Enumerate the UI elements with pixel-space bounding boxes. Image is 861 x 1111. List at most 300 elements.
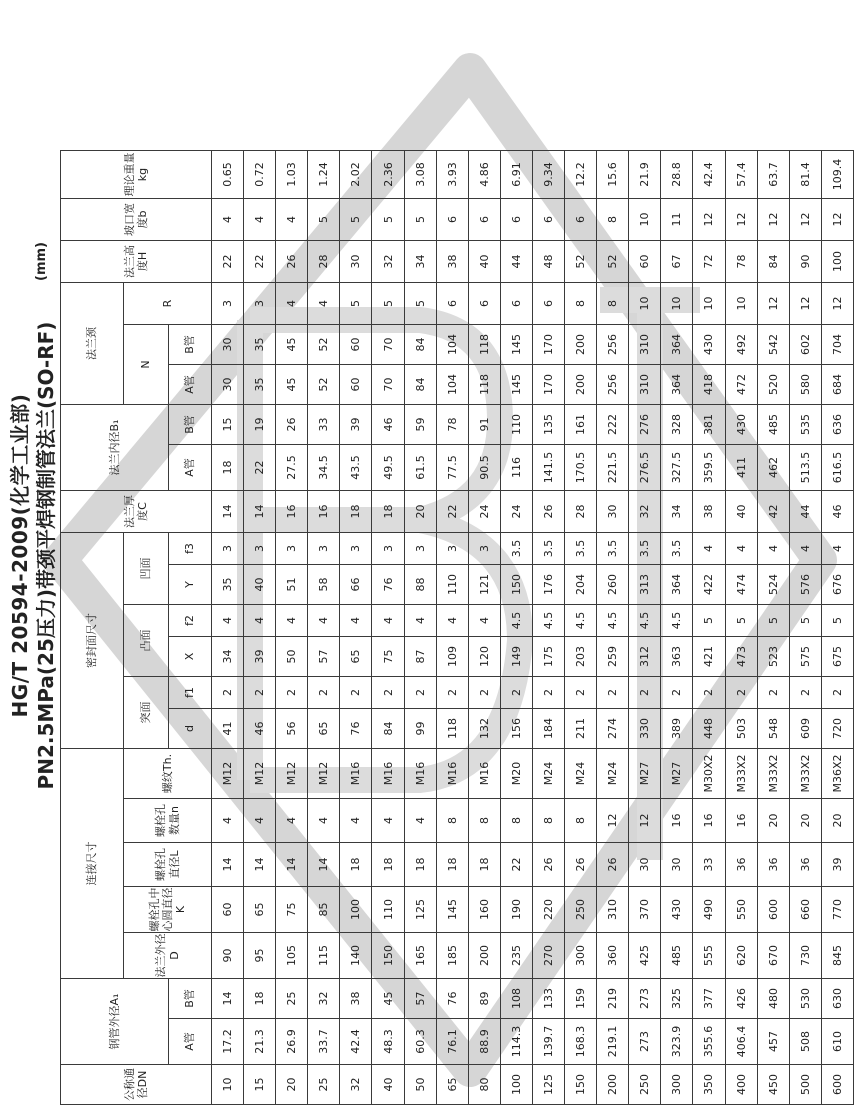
cell-nb: 200 [565, 325, 597, 365]
cell-b1a: 18 [212, 445, 244, 491]
cell-K: 310 [597, 887, 629, 933]
cell-th: M12 [212, 749, 244, 799]
header-neck-a: A管 [169, 365, 212, 405]
cell-b1a: 43.5 [340, 445, 372, 491]
cell-b: 76 [436, 979, 468, 1019]
cell-y: 88 [404, 565, 436, 605]
cell-a: 457 [757, 1019, 789, 1065]
cell-f3: 3.5 [597, 533, 629, 565]
cell-th: M16 [372, 749, 404, 799]
cell-b1a: 327.5 [661, 445, 693, 491]
cell-b1b: 78 [436, 405, 468, 445]
cell-b1a: 141.5 [532, 445, 564, 491]
cell-a: 610 [821, 1019, 853, 1065]
cell-D: 620 [725, 933, 757, 979]
cell-dn: 100 [500, 1065, 532, 1105]
cell-b: 18 [244, 979, 276, 1019]
cell-L: 30 [661, 843, 693, 887]
table-body [212, 151, 854, 1105]
cell-r: 10 [693, 283, 725, 325]
cell-wt: 1.24 [308, 151, 340, 199]
cell-b1a: 34.5 [308, 445, 340, 491]
cell-r: 5 [372, 283, 404, 325]
cell-b: 530 [789, 979, 821, 1019]
header-neck-b: B管 [169, 325, 212, 365]
cell-b1a: 22 [244, 445, 276, 491]
header-neck: 法兰颈 [61, 283, 124, 405]
cell-d: 84 [372, 709, 404, 749]
cell-a: 273 [629, 1019, 661, 1065]
cell-a: 88.9 [468, 1019, 500, 1065]
cell-K: 60 [212, 887, 244, 933]
cell-na: 472 [725, 365, 757, 405]
header-raised-face: 突面 [124, 677, 169, 749]
cell-c: 24 [468, 491, 500, 533]
cell-D: 140 [340, 933, 372, 979]
cell-b: 25 [276, 979, 308, 1019]
cell-b: 89 [468, 979, 500, 1019]
cell-D: 300 [565, 933, 597, 979]
cell-b1b: 39 [340, 405, 372, 445]
cell-a: 406.4 [725, 1019, 757, 1065]
cell-h: 60 [629, 241, 661, 283]
cell-r: 6 [532, 283, 564, 325]
cell-a: 168.3 [565, 1019, 597, 1065]
cell-na: 200 [565, 365, 597, 405]
cell-nb: 704 [821, 325, 853, 365]
cell-d: 211 [565, 709, 597, 749]
cell-f2: 4 [468, 605, 500, 637]
cell-f2: 4 [436, 605, 468, 637]
cell-bev: 8 [597, 199, 629, 241]
cell-L: 18 [372, 843, 404, 887]
cell-h: 78 [725, 241, 757, 283]
cell-b: 57 [404, 979, 436, 1019]
cell-x: 87 [404, 637, 436, 677]
cell-y: 204 [565, 565, 597, 605]
cell-na: 35 [244, 365, 276, 405]
cell-na: 256 [597, 365, 629, 405]
cell-th: M27 [629, 749, 661, 799]
cell-f2: 4 [276, 605, 308, 637]
cell-d: 156 [500, 709, 532, 749]
cell-b1b: 430 [725, 405, 757, 445]
cell-th: M24 [597, 749, 629, 799]
cell-a: 33.7 [308, 1019, 340, 1065]
table-row [468, 151, 500, 1105]
cell-nb: 256 [597, 325, 629, 365]
cell-r: 5 [340, 283, 372, 325]
table-row [693, 151, 725, 1105]
header-height: 法兰高度H [61, 241, 212, 283]
cell-K: 220 [532, 887, 564, 933]
cell-L: 30 [629, 843, 661, 887]
cell-f1: 2 [468, 677, 500, 709]
cell-b1b: 535 [789, 405, 821, 445]
cell-L: 26 [597, 843, 629, 887]
cell-b1b: 15 [212, 405, 244, 445]
cell-L: 14 [212, 843, 244, 887]
cell-x: 149 [500, 637, 532, 677]
cell-x: 259 [597, 637, 629, 677]
cell-c: 16 [308, 491, 340, 533]
cell-n: 4 [340, 799, 372, 843]
cell-D: 150 [372, 933, 404, 979]
cell-b: 38 [340, 979, 372, 1019]
cell-a: 114.3 [500, 1019, 532, 1065]
cell-f2: 4.5 [500, 605, 532, 637]
flange-dimension-table [60, 150, 854, 1105]
cell-L: 26 [532, 843, 564, 887]
cell-a: 21.3 [244, 1019, 276, 1065]
cell-h: 84 [757, 241, 789, 283]
cell-D: 730 [789, 933, 821, 979]
cell-K: 65 [244, 887, 276, 933]
cell-r: 6 [436, 283, 468, 325]
cell-na: 60 [340, 365, 372, 405]
cell-nb: 104 [436, 325, 468, 365]
cell-n: 4 [212, 799, 244, 843]
cell-f2: 5 [789, 605, 821, 637]
cell-n: 16 [693, 799, 725, 843]
cell-f2: 4 [340, 605, 372, 637]
table-row [372, 151, 404, 1105]
cell-f3: 3 [404, 533, 436, 565]
cell-d: 330 [629, 709, 661, 749]
table-row [404, 151, 436, 1105]
cell-b1a: 49.5 [372, 445, 404, 491]
cell-f3: 3 [340, 533, 372, 565]
cell-bev: 6 [436, 199, 468, 241]
cell-y: 35 [212, 565, 244, 605]
cell-a: 48.3 [372, 1019, 404, 1065]
cell-nb: 542 [757, 325, 789, 365]
cell-c: 18 [340, 491, 372, 533]
header-bevel: 坡口宽度b [61, 199, 212, 241]
cell-bev: 10 [629, 199, 661, 241]
cell-D: 360 [597, 933, 629, 979]
cell-wt: 21.9 [629, 151, 661, 199]
cell-b1b: 161 [565, 405, 597, 445]
cell-f1: 2 [212, 677, 244, 709]
cell-wt: 4.86 [468, 151, 500, 199]
cell-x: 421 [693, 637, 725, 677]
cell-x: 57 [308, 637, 340, 677]
cell-h: 67 [661, 241, 693, 283]
cell-y: 66 [340, 565, 372, 605]
cell-x: 523 [757, 637, 789, 677]
cell-th: M24 [532, 749, 564, 799]
cell-th: M12 [276, 749, 308, 799]
cell-c: 40 [725, 491, 757, 533]
cell-L: 18 [340, 843, 372, 887]
cell-x: 34 [212, 637, 244, 677]
table-row [308, 151, 340, 1105]
header-r: R [124, 283, 212, 325]
cell-x: 575 [789, 637, 821, 677]
cell-f1: 2 [821, 677, 853, 709]
cell-r: 10 [629, 283, 661, 325]
cell-th: M20 [500, 749, 532, 799]
cell-wt: 63.7 [757, 151, 789, 199]
cell-b1a: 116 [500, 445, 532, 491]
cell-D: 425 [629, 933, 661, 979]
cell-nb: 84 [404, 325, 436, 365]
cell-wt: 109.4 [821, 151, 853, 199]
cell-b: 325 [661, 979, 693, 1019]
cell-r: 10 [725, 283, 757, 325]
cell-y: 364 [661, 565, 693, 605]
cell-f1: 2 [757, 677, 789, 709]
cell-r: 6 [468, 283, 500, 325]
cell-r: 3 [212, 283, 244, 325]
cell-th: M12 [244, 749, 276, 799]
cell-x: 109 [436, 637, 468, 677]
cell-y: 150 [500, 565, 532, 605]
cell-f3: 3 [276, 533, 308, 565]
cell-b1b: 276 [629, 405, 661, 445]
cell-bev: 4 [276, 199, 308, 241]
cell-x: 312 [629, 637, 661, 677]
cell-na: 45 [276, 365, 308, 405]
cell-f3: 4 [757, 533, 789, 565]
cell-f3: 4 [725, 533, 757, 565]
cell-L: 26 [565, 843, 597, 887]
cell-y: 313 [629, 565, 661, 605]
cell-b1b: 19 [244, 405, 276, 445]
cell-f3: 3 [212, 533, 244, 565]
cell-b1b: 485 [757, 405, 789, 445]
cell-dn: 250 [629, 1065, 661, 1105]
cell-nb: 364 [661, 325, 693, 365]
cell-r: 12 [789, 283, 821, 325]
cell-K: 660 [789, 887, 821, 933]
cell-b1b: 381 [693, 405, 725, 445]
cell-dn: 125 [532, 1065, 564, 1105]
cell-th: M16 [436, 749, 468, 799]
cell-na: 364 [661, 365, 693, 405]
cell-a: 17.2 [212, 1019, 244, 1065]
cell-f1: 2 [629, 677, 661, 709]
cell-b: 426 [725, 979, 757, 1019]
cell-r: 8 [565, 283, 597, 325]
cell-bev: 4 [244, 199, 276, 241]
cell-x: 39 [244, 637, 276, 677]
cell-D: 90 [212, 933, 244, 979]
cell-x: 50 [276, 637, 308, 677]
cell-c: 44 [789, 491, 821, 533]
cell-bev: 6 [468, 199, 500, 241]
cell-bev: 6 [532, 199, 564, 241]
cell-nb: 145 [500, 325, 532, 365]
cell-a: 26.9 [276, 1019, 308, 1065]
cell-dn: 20 [276, 1065, 308, 1105]
cell-th: M24 [565, 749, 597, 799]
cell-r: 12 [757, 283, 789, 325]
cell-f1: 2 [532, 677, 564, 709]
cell-c: 38 [693, 491, 725, 533]
cell-wt: 3.08 [404, 151, 436, 199]
cell-na: 70 [372, 365, 404, 405]
cell-f1: 2 [725, 677, 757, 709]
cell-bev: 12 [789, 199, 821, 241]
cell-L: 36 [789, 843, 821, 887]
cell-h: 90 [789, 241, 821, 283]
cell-bev: 6 [500, 199, 532, 241]
cell-D: 105 [276, 933, 308, 979]
cell-f2: 5 [693, 605, 725, 637]
cell-K: 250 [565, 887, 597, 933]
cell-c: 18 [372, 491, 404, 533]
cell-h: 34 [404, 241, 436, 283]
cell-na: 520 [757, 365, 789, 405]
cell-f2: 4 [212, 605, 244, 637]
cell-x: 175 [532, 637, 564, 677]
cell-D: 115 [308, 933, 340, 979]
cell-f2: 4 [308, 605, 340, 637]
cell-D: 555 [693, 933, 725, 979]
cell-f3: 3.5 [500, 533, 532, 565]
cell-r: 5 [404, 283, 436, 325]
header-pipe-b: B管 [169, 979, 212, 1019]
cell-wt: 0.65 [212, 151, 244, 199]
header-d: d [169, 709, 212, 749]
cell-nb: 70 [372, 325, 404, 365]
cell-na: 170 [532, 365, 564, 405]
cell-L: 36 [757, 843, 789, 887]
cell-d: 274 [597, 709, 629, 749]
cell-b: 45 [372, 979, 404, 1019]
cell-nb: 60 [340, 325, 372, 365]
cell-th: M16 [404, 749, 436, 799]
cell-na: 684 [821, 365, 853, 405]
cell-n: 4 [404, 799, 436, 843]
cell-dn: 10 [212, 1065, 244, 1105]
cell-c: 30 [597, 491, 629, 533]
cell-b1a: 359.5 [693, 445, 725, 491]
cell-nb: 52 [308, 325, 340, 365]
cell-K: 160 [468, 887, 500, 933]
cell-x: 203 [565, 637, 597, 677]
cell-r: 12 [821, 283, 853, 325]
table-row [244, 151, 276, 1105]
cell-n: 16 [725, 799, 757, 843]
cell-n: 8 [468, 799, 500, 843]
cell-f2: 5 [757, 605, 789, 637]
cell-K: 100 [340, 887, 372, 933]
cell-dn: 40 [372, 1065, 404, 1105]
header-n: N [124, 325, 169, 405]
cell-na: 30 [212, 365, 244, 405]
cell-bev: 6 [565, 199, 597, 241]
cell-b: 273 [629, 979, 661, 1019]
header-female-face: 凹面 [124, 533, 169, 605]
table-row [725, 151, 757, 1105]
table-row [500, 151, 532, 1105]
header-pipe-a: A管 [169, 1019, 212, 1065]
cell-na: 52 [308, 365, 340, 405]
cell-f3: 3.5 [629, 533, 661, 565]
cell-n: 8 [565, 799, 597, 843]
cell-b: 480 [757, 979, 789, 1019]
cell-dn: 500 [789, 1065, 821, 1105]
cell-b1a: 411 [725, 445, 757, 491]
header-f1: f1 [169, 677, 212, 709]
cell-y: 474 [725, 565, 757, 605]
cell-th: M33X2 [757, 749, 789, 799]
cell-f3: 3 [468, 533, 500, 565]
cell-dn: 15 [244, 1065, 276, 1105]
cell-K: 430 [661, 887, 693, 933]
cell-f2: 4.5 [629, 605, 661, 637]
cell-K: 85 [308, 887, 340, 933]
cell-f3: 3 [244, 533, 276, 565]
cell-d: 118 [436, 709, 468, 749]
cell-b1b: 328 [661, 405, 693, 445]
cell-L: 33 [693, 843, 725, 887]
cell-f1: 2 [565, 677, 597, 709]
cell-d: 46 [244, 709, 276, 749]
cell-na: 145 [500, 365, 532, 405]
cell-th: M33X2 [789, 749, 821, 799]
cell-y: 40 [244, 565, 276, 605]
cell-y: 110 [436, 565, 468, 605]
cell-f3: 3.5 [661, 533, 693, 565]
cell-c: 34 [661, 491, 693, 533]
cell-y: 524 [757, 565, 789, 605]
cell-n: 4 [244, 799, 276, 843]
table-row [821, 151, 853, 1105]
cell-dn: 400 [725, 1065, 757, 1105]
cell-h: 100 [821, 241, 853, 283]
cell-b: 32 [308, 979, 340, 1019]
cell-b1b: 135 [532, 405, 564, 445]
cell-f3: 4 [789, 533, 821, 565]
cell-a: 42.4 [340, 1019, 372, 1065]
cell-bev: 5 [308, 199, 340, 241]
cell-f1: 2 [404, 677, 436, 709]
cell-wt: 42.4 [693, 151, 725, 199]
cell-L: 14 [308, 843, 340, 887]
cell-f3: 4 [821, 533, 853, 565]
table-row [340, 151, 372, 1105]
cell-D: 235 [500, 933, 532, 979]
cell-h: 30 [340, 241, 372, 283]
cell-b1a: 221.5 [597, 445, 629, 491]
cell-r: 3 [244, 283, 276, 325]
cell-f3: 3 [372, 533, 404, 565]
cell-f1: 2 [597, 677, 629, 709]
cell-c: 46 [821, 491, 853, 533]
header-thread: 螺纹Th. [124, 749, 212, 799]
cell-f2: 5 [725, 605, 757, 637]
table-row [661, 151, 693, 1105]
cell-y: 676 [821, 565, 853, 605]
header-thickness: 法兰厚度C [61, 491, 212, 533]
cell-K: 370 [629, 887, 661, 933]
cell-dn: 600 [821, 1065, 853, 1105]
header-f3: f3 [169, 533, 212, 565]
cell-L: 14 [276, 843, 308, 887]
cell-c: 14 [244, 491, 276, 533]
header-bore-b: B管 [169, 405, 212, 445]
document-subtitle: PN2.5MPa(25压力)带颈平焊钢制管法兰(SO-RF) [34, 321, 58, 790]
header-bolt-hole: 螺栓孔直径L [124, 843, 212, 887]
cell-c: 16 [276, 491, 308, 533]
cell-D: 485 [661, 933, 693, 979]
cell-f1: 2 [372, 677, 404, 709]
cell-d: 609 [789, 709, 821, 749]
